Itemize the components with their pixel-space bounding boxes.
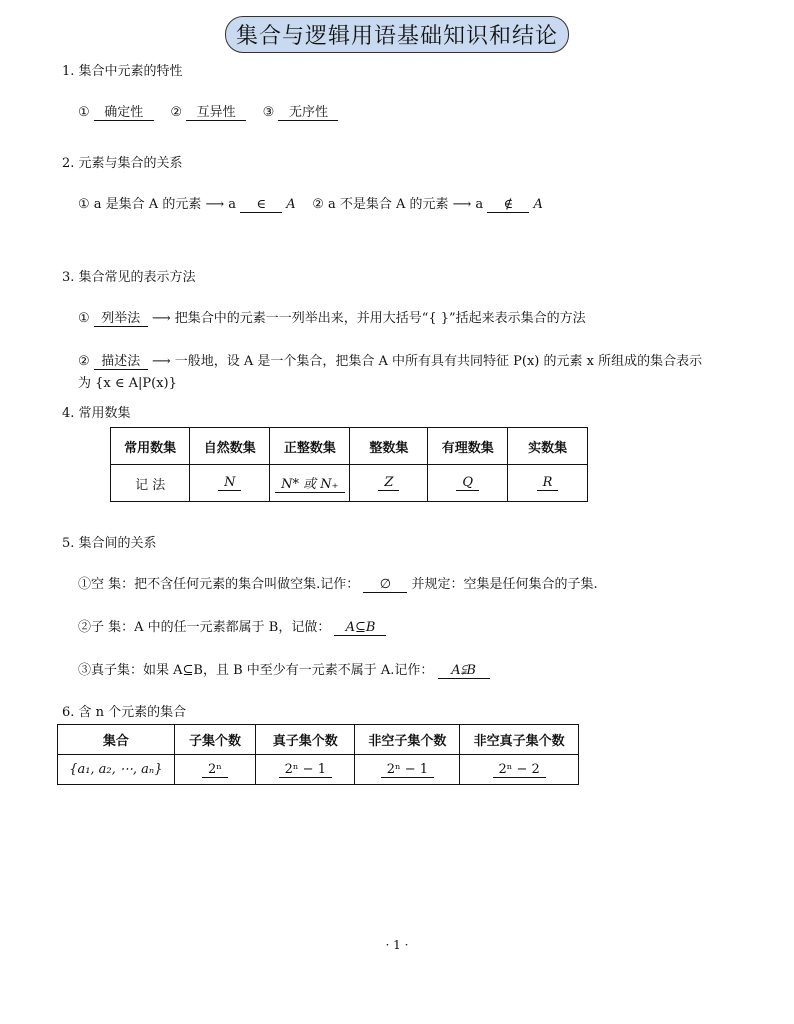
s3-item2-answer: 描述法 <box>94 350 148 370</box>
section-5-item1 <box>78 573 598 593</box>
s5-item1-tail: 并规定：空集是任何集合的子集. <box>411 577 598 592</box>
subset-count-table <box>57 724 579 785</box>
s2-item2-num: ② <box>312 197 324 212</box>
table-row <box>58 755 579 785</box>
s2-item1-num: ① <box>78 197 90 212</box>
s5-item2-answer: A⊆B <box>334 620 386 636</box>
value-n: N <box>218 475 241 491</box>
header-cell: 正整数集 <box>270 428 350 465</box>
section-2-items <box>78 193 543 213</box>
header-cell: 非空子集个数 <box>355 725 460 755</box>
s3-item2-num: ② <box>78 354 90 369</box>
header-cell: 子集个数 <box>174 725 256 755</box>
cell <box>428 465 508 502</box>
cell <box>256 755 355 785</box>
cell <box>174 755 256 785</box>
value-r: R <box>537 475 559 491</box>
s2-item2-answer: ∉ <box>487 197 529 213</box>
row-label: {a₁, a₂, ⋯, aₙ} <box>58 755 175 785</box>
s3-item2-text-cont: 为 {x ∈ A|P(x)} <box>78 376 177 391</box>
item-1-answer: 确定性 <box>94 101 154 121</box>
section-5-heading: 5. 集合间的关系 <box>62 536 157 551</box>
item-3-answer: 无序性 <box>278 101 338 121</box>
s3-item1-answer: 列举法 <box>94 307 148 327</box>
s2-item1-tail: A <box>286 197 296 212</box>
number-sets-table <box>110 427 588 502</box>
header-cell: 常用数集 <box>111 428 190 465</box>
section-1-heading: 1. 集合中元素的特性 <box>62 64 183 79</box>
item-2-answer: 互异性 <box>186 101 246 121</box>
s2-item1-text: a 是集合 A 的元素 ⟶ a <box>93 197 236 212</box>
s2-item1-answer: ∈ <box>240 197 282 213</box>
section-5-item3 <box>78 659 490 679</box>
s2-item2-tail: A <box>533 197 543 212</box>
cell <box>270 465 350 502</box>
section-5-item2 <box>78 616 386 636</box>
s5-item2-text: ②子 集：A 中的任一元素都属于 B，记做： <box>78 620 331 635</box>
cell <box>508 465 588 502</box>
value-z: Z <box>378 475 399 491</box>
title-wrap <box>0 16 794 53</box>
section-3-item1 <box>78 307 586 327</box>
s2-item2-text: a 不是集合 A 的元素 ⟶ a <box>328 197 484 212</box>
s3-item2-text: ⟶ 一般地，设 A 是一个集合，把集合 A 中所有具有共同特征 P(x) 的元素 x 所组成的集合表示 <box>151 354 703 369</box>
table-row <box>111 465 588 502</box>
item-1-num: ① <box>78 105 90 120</box>
row-label: 记 法 <box>111 465 190 502</box>
header-cell: 有理数集 <box>428 428 508 465</box>
header-cell: 非空真子集个数 <box>460 725 579 755</box>
header-cell: 集合 <box>58 725 175 755</box>
table-header-row <box>58 725 579 755</box>
page-number: · 1 · <box>385 938 409 952</box>
cell <box>350 465 428 502</box>
header-cell: 整数集 <box>350 428 428 465</box>
item-3-num: ③ <box>262 105 275 120</box>
value-n-star: N* 或 N₊ <box>275 473 344 493</box>
s5-item3-answer: A⫋B <box>438 663 490 679</box>
value-subsets: 2ⁿ <box>202 762 228 778</box>
s5-item3-text: ③真子集：如果 A⊆B，且 B 中至少有一元素不属于 A.记作： <box>78 663 434 678</box>
s3-item1-num: ① <box>78 311 90 326</box>
value-nonempty-subsets: 2ⁿ − 1 <box>381 762 434 778</box>
value-nonempty-proper-subsets: 2ⁿ − 2 <box>493 762 546 778</box>
header-cell: 实数集 <box>508 428 588 465</box>
s3-item1-text: ⟶ 把集合中的元素一一列举出来，并用大括号“{ }”括起来表示集合的方法 <box>151 311 586 326</box>
section-3-item2 <box>78 350 702 370</box>
cell <box>190 465 270 502</box>
header-cell: 真子集个数 <box>256 725 355 755</box>
section-6-heading: 6. 含 n 个元素的集合 <box>62 705 187 720</box>
section-1-items <box>78 101 338 121</box>
header-cell: 自然数集 <box>190 428 270 465</box>
s5-item1-text: ①空 集：把不含任何元素的集合叫做空集.记作： <box>78 577 360 592</box>
value-proper-subsets: 2ⁿ − 1 <box>279 762 332 778</box>
item-2-num: ② <box>170 105 182 120</box>
page-title: 集合与逻辑用语基础知识和结论 <box>225 16 569 53</box>
section-2-heading: 2. 元素与集合的关系 <box>62 156 183 171</box>
table-header-row <box>111 428 588 465</box>
value-q: Q <box>456 475 479 491</box>
section-4-heading: 4. 常用数集 <box>62 406 131 421</box>
section-3-heading: 3. 集合常见的表示方法 <box>62 270 196 285</box>
s5-item1-answer: ∅ <box>363 577 407 593</box>
cell <box>460 755 579 785</box>
cell <box>355 755 460 785</box>
